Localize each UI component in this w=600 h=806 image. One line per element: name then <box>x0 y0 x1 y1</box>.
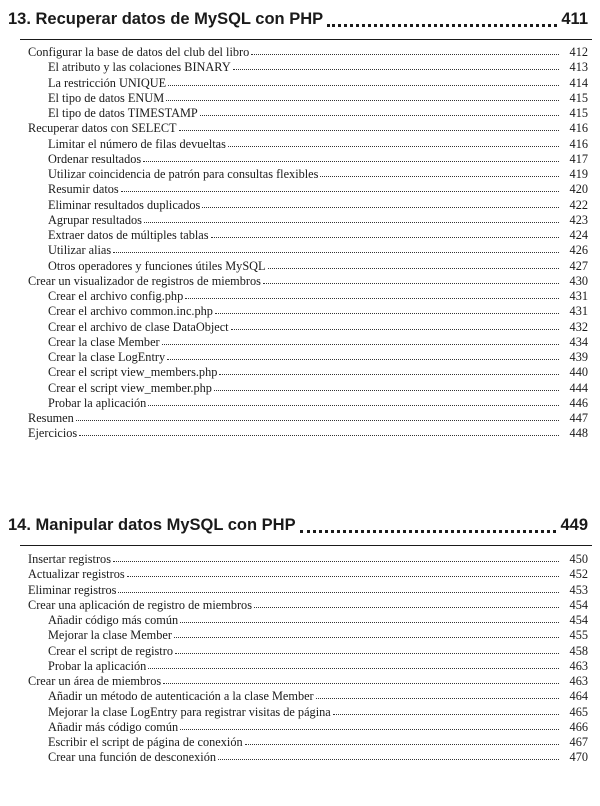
dot-leader <box>180 613 559 623</box>
toc-entry[interactable] <box>0 182 600 197</box>
toc-entry-page-number: 431 <box>569 289 588 303</box>
toc-entry[interactable] <box>0 274 600 289</box>
toc-entry[interactable] <box>0 350 600 365</box>
dot-leader <box>113 552 559 562</box>
toc-entry-page-number: 423 <box>569 212 588 227</box>
chapter-page-number: 411 <box>561 10 588 28</box>
section-divider <box>20 545 592 546</box>
toc-entry-page-number: 413 <box>569 60 588 75</box>
chapter-dot-leader <box>327 12 557 27</box>
dot-leader <box>251 45 559 55</box>
toc-entry[interactable] <box>0 583 600 598</box>
toc-entry-title: Mejorar la clase LogEntry para registrar visitas de página <box>48 704 331 719</box>
toc-entry[interactable] <box>0 396 600 411</box>
toc-entry-title: Crear la clase LogEntry <box>48 350 166 364</box>
toc-entry-page-number: 424 <box>569 228 588 242</box>
toc-entry-page-number: 448 <box>569 426 588 441</box>
toc-entry-title: Ordenar resultados <box>48 151 142 166</box>
toc-entry-title: Utilizar alias <box>48 243 112 258</box>
toc-entry-page-number: 419 <box>569 167 588 181</box>
toc-entry-page-number: 439 <box>569 350 588 364</box>
toc-entry-page-number: 463 <box>569 674 588 688</box>
dot-leader <box>118 583 559 593</box>
toc-entry-title: Crear un visualizador de registros de miembros <box>28 273 261 288</box>
toc-entry-title: El tipo de datos TIMESTAMP <box>48 106 198 120</box>
toc-entry-page-number: 430 <box>569 273 588 288</box>
toc-entry-title: Otros operadores y funciones útiles MySQL <box>48 258 266 273</box>
toc-entry[interactable] <box>0 689 600 704</box>
toc-entry-title: Crear el script view_members.php <box>48 365 218 380</box>
toc-entry-title: Crear la clase Member <box>48 334 160 349</box>
toc-entry[interactable] <box>0 426 600 441</box>
toc-entry-title: Ejercicios <box>28 426 78 441</box>
dot-leader <box>148 659 559 669</box>
toc-entry[interactable] <box>0 45 600 60</box>
dot-leader <box>127 567 559 577</box>
toc-entry-page-number: 465 <box>569 704 588 719</box>
toc-entry[interactable] <box>0 335 600 350</box>
toc-entry-page-number: 454 <box>569 597 588 612</box>
toc-entry[interactable] <box>0 259 600 274</box>
toc-entry-page-number: 458 <box>569 643 588 658</box>
dot-leader <box>168 76 559 86</box>
dot-leader <box>175 644 559 654</box>
toc-entry[interactable] <box>0 674 600 689</box>
toc-entry[interactable] <box>0 735 600 750</box>
toc-entry[interactable] <box>0 304 600 319</box>
toc-entry-page-number: 417 <box>569 151 588 166</box>
toc-entry-title: Crear el script view_member.php <box>48 380 212 395</box>
dot-leader <box>167 350 559 360</box>
toc-entry-title: Crear una aplicación de registro de miembros <box>28 597 252 612</box>
dot-leader <box>219 365 559 375</box>
toc-entry-page-number: 414 <box>569 75 588 90</box>
chapter-page-number: 449 <box>560 516 588 534</box>
toc-entry-title: Recuperar datos con SELECT <box>28 121 177 136</box>
section-divider <box>20 39 592 40</box>
toc-entry-title: Insertar registros <box>28 552 111 566</box>
toc-entry-title: Añadir más código común <box>48 719 179 734</box>
toc-entry-page-number: 467 <box>569 735 588 749</box>
toc-entry-title: Resumen <box>28 411 74 425</box>
dot-leader <box>254 598 559 608</box>
toc-entry[interactable] <box>0 76 600 91</box>
toc-entry-title: Crear el archivo common.inc.php <box>48 304 213 319</box>
toc-entry-page-number: 416 <box>569 136 588 151</box>
toc-entry-page-number: 464 <box>569 689 588 704</box>
toc-entry[interactable] <box>0 365 600 380</box>
toc-entry[interactable] <box>0 198 600 213</box>
dot-leader <box>113 243 559 253</box>
dot-leader <box>214 381 559 391</box>
chapter-dot-leader <box>300 518 557 533</box>
dot-leader <box>144 213 559 223</box>
toc-entry-page-number: 432 <box>569 319 588 334</box>
dot-leader <box>179 121 559 131</box>
toc-entry-page-number: 463 <box>569 658 588 673</box>
toc-entry-page-number: 431 <box>569 304 588 319</box>
toc-entry-title: Añadir un método de autenticación a la clase Member <box>48 689 314 704</box>
dot-leader <box>162 335 559 345</box>
toc-entry-page-number: 455 <box>569 628 588 643</box>
toc-entry-title: Crear un área de miembros <box>28 674 162 688</box>
toc-entry[interactable] <box>0 705 600 720</box>
chapter-heading <box>8 8 588 30</box>
dot-leader <box>202 198 559 208</box>
dot-leader <box>163 674 559 684</box>
toc-entry[interactable] <box>0 228 600 243</box>
toc-entry-title: Agrupar resultados <box>48 212 142 227</box>
dot-leader <box>333 705 559 715</box>
toc-entry[interactable] <box>0 381 600 396</box>
toc-entry[interactable] <box>0 659 600 674</box>
dot-leader <box>143 152 559 162</box>
toc-entry[interactable] <box>0 628 600 643</box>
toc-entry[interactable] <box>0 106 600 121</box>
toc-entry-page-number: 420 <box>569 182 588 197</box>
toc-entry-title: Actualizar registros <box>28 567 125 582</box>
dot-leader <box>121 182 559 192</box>
toc-entry[interactable] <box>0 213 600 228</box>
dot-leader <box>231 320 559 330</box>
chapter-title: 13. Recuperar datos de MySQL con PHP <box>8 10 324 28</box>
toc-entry-page-number: 412 <box>569 45 588 59</box>
toc-entry[interactable] <box>0 137 600 152</box>
toc-entry-title: Resumir datos <box>48 182 119 197</box>
toc-entry-title: Configurar la base de datos del club del libro <box>28 45 250 59</box>
dot-leader <box>166 91 559 101</box>
toc-entry-page-number: 415 <box>569 90 588 105</box>
dot-leader <box>79 426 559 436</box>
toc-entry-title: El atributo y las colaciones BINARY <box>48 60 231 75</box>
toc-entry-title: Crear el archivo config.php <box>48 289 184 303</box>
toc-entry-title: Crear el archivo de clase DataObject <box>48 319 229 334</box>
toc-entry-title: Crear el script de registro <box>48 643 173 658</box>
toc-entry-title: Mejorar la clase Member <box>48 628 172 643</box>
chapter-title: 14. Manipular datos MySQL con PHP <box>8 516 296 534</box>
toc-entry[interactable] <box>0 60 600 75</box>
toc-entry-page-number: 427 <box>569 258 588 273</box>
toc-entry[interactable] <box>0 152 600 167</box>
dot-leader <box>148 396 559 406</box>
toc-entry-title: Eliminar registros <box>28 582 117 597</box>
toc-entry-page-number: 450 <box>569 552 588 566</box>
toc-list <box>0 45 600 442</box>
toc-entry-page-number: 434 <box>569 334 588 349</box>
toc-entry-title: Utilizar coincidencia de patrón para consultas flexibles <box>48 167 319 181</box>
dot-leader <box>263 274 559 284</box>
toc-entry-page-number: 440 <box>569 365 588 380</box>
toc-entry-title: Crear una función de desconexión <box>48 750 216 765</box>
toc-entry-title: La restricción UNIQUE <box>48 75 167 90</box>
toc-entry-page-number: 447 <box>569 411 588 425</box>
dot-leader <box>215 304 559 314</box>
toc-entry[interactable] <box>0 613 600 628</box>
toc-entry-page-number: 422 <box>569 197 588 212</box>
toc-list <box>0 552 600 766</box>
toc-entry-title: Probar la aplicación <box>48 658 147 673</box>
toc-entry-page-number: 453 <box>569 582 588 597</box>
chapter-heading <box>8 514 588 536</box>
toc-entry-page-number: 426 <box>569 243 588 258</box>
dot-leader <box>228 137 559 147</box>
toc-entry-title: Añadir código más común <box>48 613 179 627</box>
toc-entry[interactable] <box>0 644 600 659</box>
toc-entry-title: El tipo de datos ENUM <box>48 90 165 105</box>
dot-leader <box>316 689 559 699</box>
toc-entry-title: Limitar el número de filas devueltas <box>48 136 226 151</box>
toc-entry[interactable] <box>0 411 600 426</box>
dot-leader <box>218 750 559 760</box>
dot-leader <box>233 60 559 70</box>
toc-entry[interactable] <box>0 598 600 613</box>
toc-entry-page-number: 470 <box>569 750 588 765</box>
dot-leader <box>200 106 559 116</box>
toc-entry[interactable] <box>0 243 600 258</box>
toc-entry-page-number: 452 <box>569 567 588 582</box>
toc-entry[interactable] <box>0 289 600 304</box>
toc-entry-title: Probar la aplicación <box>48 395 147 410</box>
toc-entry-title: Extraer datos de múltiples tablas <box>48 228 209 242</box>
dot-leader <box>174 628 559 638</box>
toc-entry[interactable] <box>0 567 600 582</box>
dot-leader <box>185 289 559 299</box>
toc-entry-page-number: 446 <box>569 395 588 410</box>
toc-entry[interactable] <box>0 720 600 735</box>
toc-entry-page-number: 444 <box>569 380 588 395</box>
toc-entry-title: Eliminar resultados duplicados <box>48 197 201 212</box>
dot-leader <box>245 735 559 745</box>
dot-leader <box>76 411 559 421</box>
toc-entry-page-number: 466 <box>569 719 588 734</box>
toc-entry[interactable] <box>0 552 600 567</box>
toc-entry-page-number: 454 <box>569 613 588 627</box>
toc-entry[interactable] <box>0 320 600 335</box>
toc-entry-page-number: 416 <box>569 121 588 136</box>
toc-entry-page-number: 415 <box>569 106 588 120</box>
toc-entry[interactable] <box>0 121 600 136</box>
dot-leader <box>320 167 559 177</box>
dot-leader <box>180 720 559 730</box>
dot-leader <box>268 259 559 269</box>
toc-entry[interactable] <box>0 167 600 182</box>
toc-entry[interactable] <box>0 91 600 106</box>
toc-entry[interactable] <box>0 750 600 765</box>
dot-leader <box>211 228 560 238</box>
toc-entry-title: Escribir el script de página de conexión <box>48 735 243 749</box>
